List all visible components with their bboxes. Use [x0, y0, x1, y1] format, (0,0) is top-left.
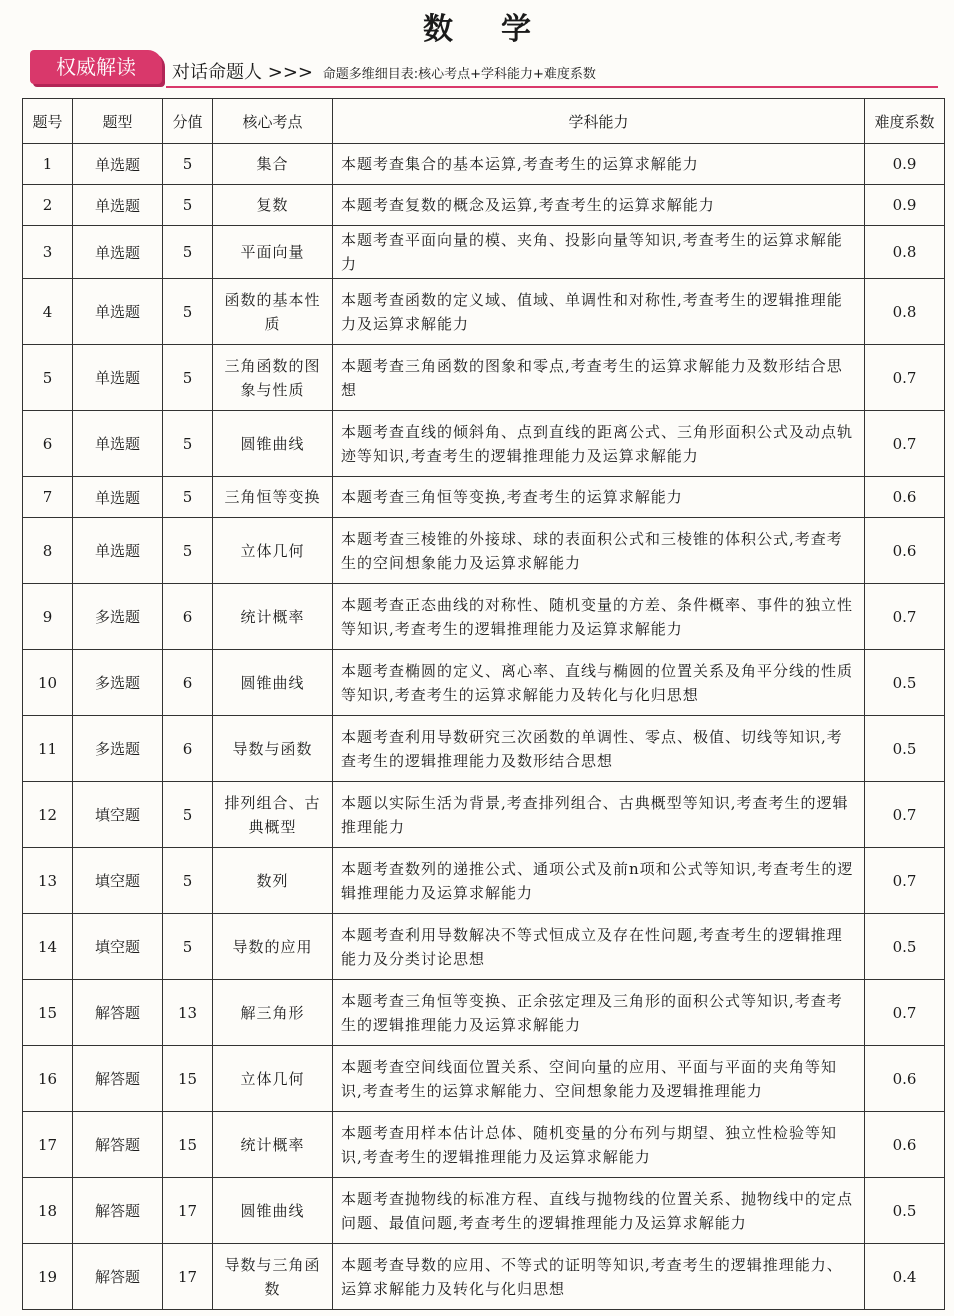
cell-core-point: 导数与函数: [213, 716, 333, 782]
banner-arrows: >>>: [267, 62, 313, 83]
cell-number: 2: [23, 185, 73, 226]
table-header-row: [23, 99, 945, 144]
cell-core-point: 函数的基本性质: [213, 279, 333, 345]
cell-number: 5: [23, 345, 73, 411]
cell-score: 5: [163, 279, 213, 345]
header-core-point: 核心考点: [213, 99, 333, 144]
cell-ability: 本题考查三棱锥的外接球、球的表面积公式和三棱锥的体积公式,考查考生的空间想象能力及运算求解能力: [333, 518, 865, 584]
cell-ability: 本题考查用样本估计总体、随机变量的分布列与期望、独立性检验等知识,考查考生的逻辑推理能力及运算求解能力: [333, 1112, 865, 1178]
cell-ability: 本题考查正态曲线的对称性、随机变量的方差、条件概率、事件的独立性等知识,考查考生的逻辑推理能力及运算求解能力: [333, 584, 865, 650]
section-tag: 权威解读: [30, 50, 162, 84]
cell-ability: 本题考查抛物线的标准方程、直线与抛物线的位置关系、抛物线中的定点问题、最值问题,考查考生的逻辑推理能力及运算求解能力: [333, 1178, 865, 1244]
cell-score: 5: [163, 518, 213, 584]
table-row: [23, 782, 945, 848]
cell-number: 18: [23, 1178, 73, 1244]
cell-type: 解答题: [73, 1178, 163, 1244]
cell-ability: 本题以实际生活为背景,考查排列组合、古典概型等知识,考查考生的逻辑推理能力: [333, 782, 865, 848]
cell-ability: 本题考查利用导数解决不等式恒成立及存在性问题,考查考生的逻辑推理能力及分类讨论思想: [333, 914, 865, 980]
cell-score: 15: [163, 1112, 213, 1178]
table-row: [23, 584, 945, 650]
cell-score: 5: [163, 411, 213, 477]
cell-type: 多选题: [73, 584, 163, 650]
cell-number: 12: [23, 782, 73, 848]
cell-number: 6: [23, 411, 73, 477]
cell-core-point: 集合: [213, 144, 333, 185]
cell-difficulty: 0.6: [865, 477, 945, 518]
cell-type: 单选题: [73, 477, 163, 518]
cell-ability: 本题考查直线的倾斜角、点到直线的距离公式、三角形面积公式及动点轨迹等知识,考查考生的逻辑推理能力及运算求解能力: [333, 411, 865, 477]
cell-score: 5: [163, 848, 213, 914]
cell-ability: 本题考查空间线面位置关系、空间向量的应用、平面与平面的夹角等知识,考查考生的运算求解能力、空间想象能力及逻辑推理能力: [333, 1046, 865, 1112]
page-title: 数学: [423, 12, 579, 47]
table-row: [23, 477, 945, 518]
cell-number: 15: [23, 980, 73, 1046]
cell-score: 5: [163, 345, 213, 411]
cell-ability: 本题考查导数的应用、不等式的证明等知识,考查考生的逻辑推理能力、运算求解能力及转化与化归思想: [333, 1244, 865, 1310]
banner-heading: [172, 58, 596, 84]
table-row: [23, 279, 945, 345]
cell-ability: 本题考查三角恒等变换,考查考生的运算求解能力: [333, 477, 865, 518]
header-score: 分值: [163, 99, 213, 144]
cell-difficulty: 0.7: [865, 411, 945, 477]
table-row: [23, 518, 945, 584]
cell-difficulty: 0.5: [865, 1178, 945, 1244]
cell-type: 单选题: [73, 226, 163, 279]
cell-type: 单选题: [73, 144, 163, 185]
cell-ability: 本题考查三角恒等变换、正余弦定理及三角形的面积公式等知识,考查考生的逻辑推理能力及运算求解能力: [333, 980, 865, 1046]
cell-core-point: 导数的应用: [213, 914, 333, 980]
cell-core-point: 三角函数的图象与性质: [213, 345, 333, 411]
cell-score: 6: [163, 716, 213, 782]
cell-difficulty: 0.7: [865, 848, 945, 914]
cell-ability: 本题考查函数的定义域、值域、单调性和对称性,考查考生的逻辑推理能力及运算求解能力: [333, 279, 865, 345]
cell-number: 9: [23, 584, 73, 650]
table-row: [23, 1046, 945, 1112]
cell-core-point: 圆锥曲线: [213, 1178, 333, 1244]
cell-difficulty: 0.8: [865, 279, 945, 345]
cell-type: 多选题: [73, 716, 163, 782]
cell-core-point: 排列组合、古典概型: [213, 782, 333, 848]
cell-ability: 本题考查椭圆的定义、离心率、直线与椭圆的位置关系及角平分线的性质等知识,考查考生的运算求解能力及转化与化归思想: [333, 650, 865, 716]
cell-score: 17: [163, 1244, 213, 1310]
cell-score: 5: [163, 782, 213, 848]
cell-ability: 本题考查利用导数研究三次函数的单调性、零点、极值、切线等知识,考查考生的逻辑推理能力及数形结合思想: [333, 716, 865, 782]
header-type: 题型: [73, 99, 163, 144]
cell-score: 15: [163, 1046, 213, 1112]
cell-score: 6: [163, 650, 213, 716]
cell-difficulty: 0.6: [865, 1046, 945, 1112]
cell-type: 多选题: [73, 650, 163, 716]
table-row: [23, 1178, 945, 1244]
cell-score: 5: [163, 185, 213, 226]
header-difficulty: 难度系数: [865, 99, 945, 144]
section-banner: [30, 48, 938, 88]
cell-core-point: 平面向量: [213, 226, 333, 279]
cell-ability: 本题考查数列的递推公式、通项公式及前n项和公式等知识,考查考生的逻辑推理能力及运算求解能力: [333, 848, 865, 914]
cell-type: 解答题: [73, 980, 163, 1046]
table-row: [23, 650, 945, 716]
table-row: [23, 345, 945, 411]
banner-title: 对话命题人: [172, 62, 262, 83]
cell-difficulty: 0.7: [865, 584, 945, 650]
cell-number: 14: [23, 914, 73, 980]
cell-number: 11: [23, 716, 73, 782]
cell-type: 解答题: [73, 1244, 163, 1310]
cell-difficulty: 0.4: [865, 1244, 945, 1310]
cell-core-point: 解三角形: [213, 980, 333, 1046]
cell-ability: 本题考查三角函数的图象和零点,考查考生的运算求解能力及数形结合思想: [333, 345, 865, 411]
cell-number: 16: [23, 1046, 73, 1112]
cell-number: 3: [23, 226, 73, 279]
cell-core-point: 立体几何: [213, 518, 333, 584]
banner-subtitle: 命题多维细目表:核心考点+学科能力+难度系数: [322, 67, 596, 82]
cell-core-point: 导数与三角函数: [213, 1244, 333, 1310]
cell-score: 6: [163, 584, 213, 650]
cell-number: 4: [23, 279, 73, 345]
cell-ability: 本题考查平面向量的模、夹角、投影向量等知识,考查考生的运算求解能力: [333, 226, 865, 279]
table-row: [23, 1112, 945, 1178]
cell-core-point: 三角恒等变换: [213, 477, 333, 518]
header-ability: 学科能力: [333, 99, 865, 144]
cell-core-point: 复数: [213, 185, 333, 226]
cell-score: 17: [163, 1178, 213, 1244]
cell-core-point: 圆锥曲线: [213, 650, 333, 716]
table-row: [23, 185, 945, 226]
cell-number: 7: [23, 477, 73, 518]
cell-type: 填空题: [73, 848, 163, 914]
cell-score: 5: [163, 477, 213, 518]
cell-type: 单选题: [73, 518, 163, 584]
cell-number: 17: [23, 1112, 73, 1178]
cell-type: 填空题: [73, 782, 163, 848]
table-row: [23, 144, 945, 185]
cell-core-point: 立体几何: [213, 1046, 333, 1112]
cell-ability: 本题考查复数的概念及运算,考查考生的运算求解能力: [333, 185, 865, 226]
cell-difficulty: 0.5: [865, 716, 945, 782]
cell-ability: 本题考查集合的基本运算,考查考生的运算求解能力: [333, 144, 865, 185]
table-row: [23, 226, 945, 279]
exam-spec-table: [22, 98, 945, 1310]
cell-difficulty: 0.9: [865, 185, 945, 226]
cell-difficulty: 0.7: [865, 345, 945, 411]
cell-difficulty: 0.6: [865, 1112, 945, 1178]
cell-number: 10: [23, 650, 73, 716]
cell-score: 5: [163, 226, 213, 279]
cell-difficulty: 0.5: [865, 914, 945, 980]
cell-type: 单选题: [73, 185, 163, 226]
cell-score: 5: [163, 144, 213, 185]
cell-core-point: 圆锥曲线: [213, 411, 333, 477]
cell-core-point: 数列: [213, 848, 333, 914]
cell-type: 单选题: [73, 411, 163, 477]
cell-difficulty: 0.5: [865, 650, 945, 716]
cell-type: 解答题: [73, 1112, 163, 1178]
cell-number: 19: [23, 1244, 73, 1310]
table-row: [23, 914, 945, 980]
cell-difficulty: 0.8: [865, 226, 945, 279]
table-row: [23, 411, 945, 477]
table-row: [23, 980, 945, 1046]
cell-difficulty: 0.9: [865, 144, 945, 185]
cell-difficulty: 0.7: [865, 980, 945, 1046]
cell-number: 8: [23, 518, 73, 584]
cell-type: 单选题: [73, 279, 163, 345]
cell-type: 解答题: [73, 1046, 163, 1112]
cell-number: 1: [23, 144, 73, 185]
cell-core-point: 统计概率: [213, 1112, 333, 1178]
cell-type: 填空题: [73, 914, 163, 980]
cell-difficulty: 0.7: [865, 782, 945, 848]
banner-divider: [166, 86, 938, 88]
cell-score: 5: [163, 914, 213, 980]
header-number: 题号: [23, 99, 73, 144]
cell-type: 单选题: [73, 345, 163, 411]
cell-core-point: 统计概率: [213, 584, 333, 650]
table-row: [23, 848, 945, 914]
cell-number: 13: [23, 848, 73, 914]
cell-score: 13: [163, 980, 213, 1046]
table-row: [23, 1244, 945, 1310]
cell-difficulty: 0.6: [865, 518, 945, 584]
table-row: [23, 716, 945, 782]
